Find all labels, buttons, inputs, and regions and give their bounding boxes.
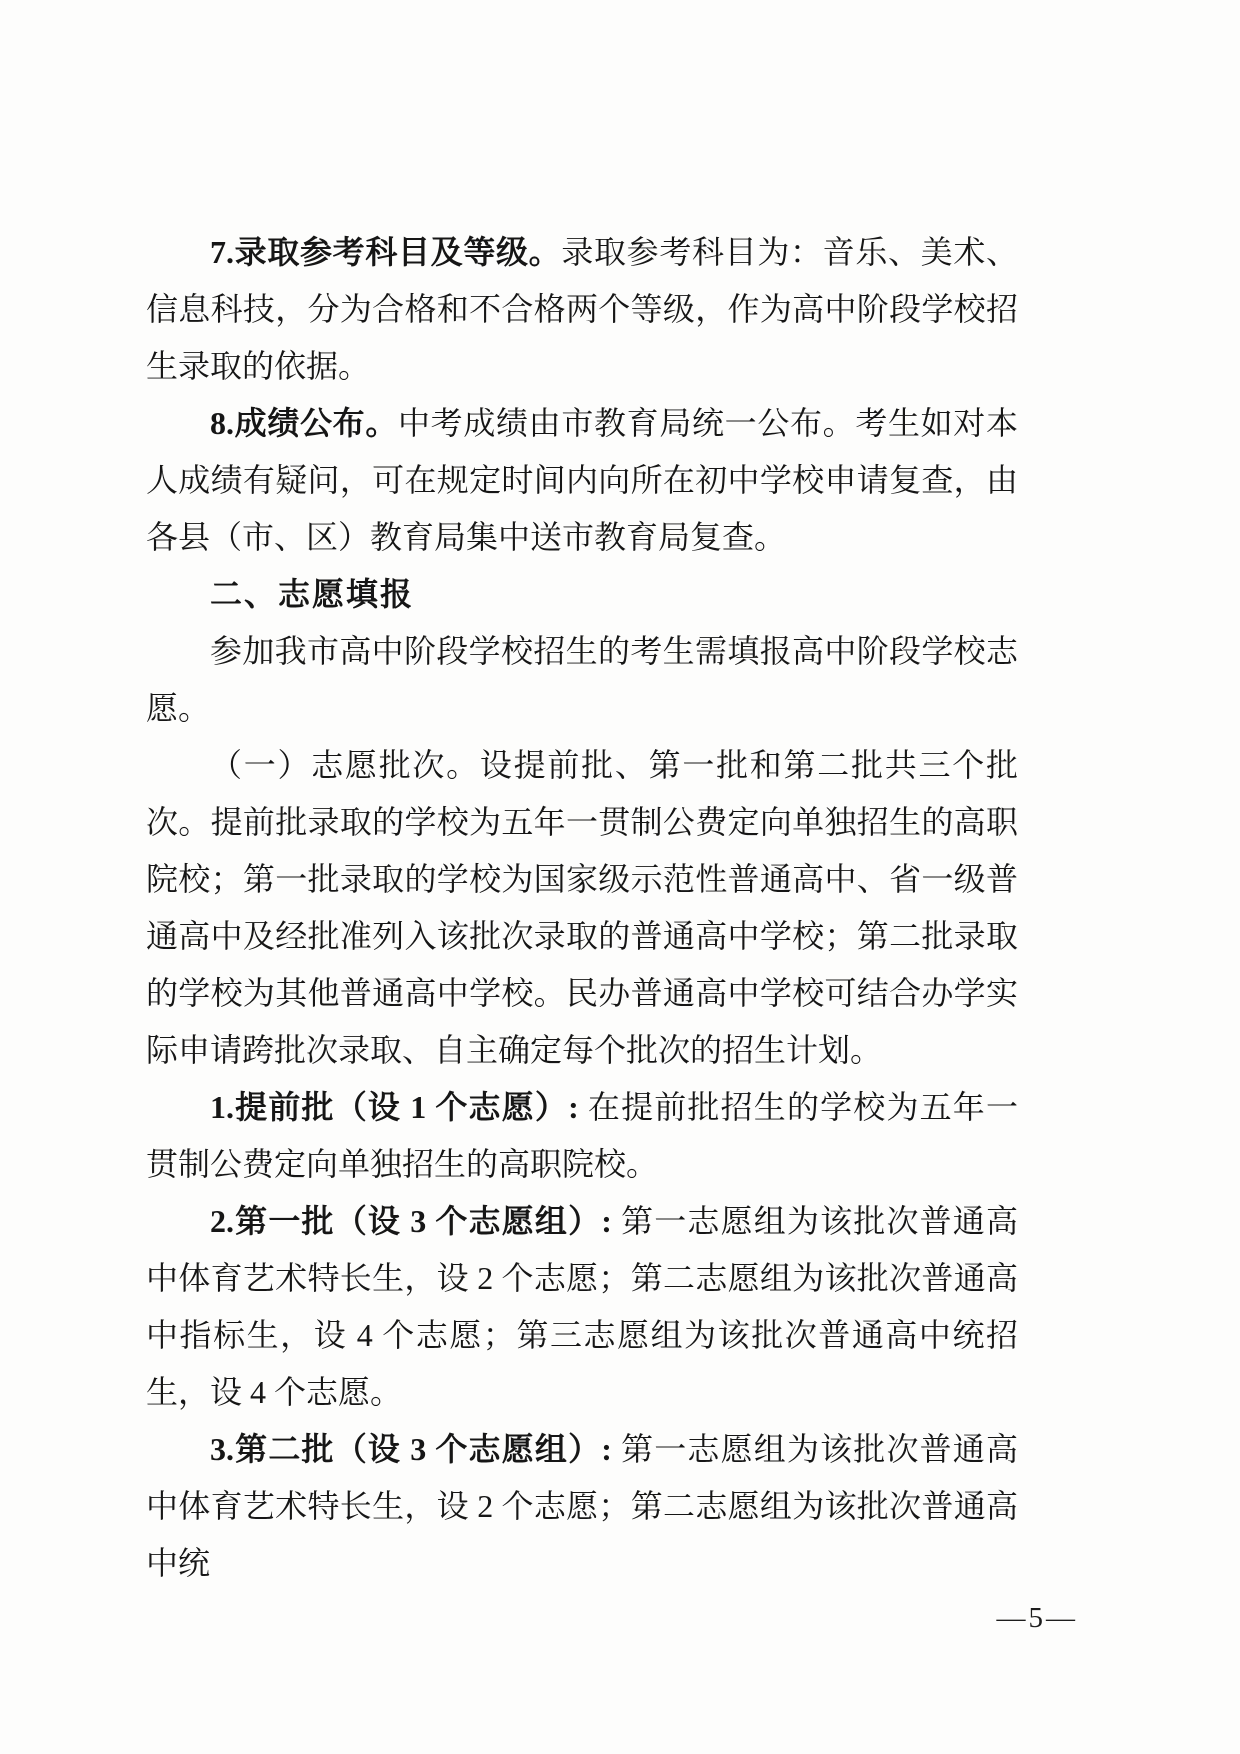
paragraph-text: 第一志愿组为该批次普通高中体育艺术特长生，设 2 个志愿；第二志愿组为该批次普通高中指标生，设 4 个志愿；第三志愿组为该批次普通高中统招生，设 4 个志愿。 — [146, 1203, 1018, 1410]
paragraph-text: 录取参考科目为：音乐、美术、信息科技，分为合格和不合格两个等级，作为高中阶段学校招生录取的依据。 — [146, 234, 1018, 384]
paragraph-lead: 3.第二批（设 3 个志愿组）: — [210, 1431, 612, 1467]
paragraph-admission-reference-subjects — [146, 224, 1018, 395]
paragraph-text: 在提前批招生的学校为五年一贯制公费定向单独招生的高职院校。 — [146, 1089, 1018, 1182]
section-heading-text: 二、志愿填报 — [210, 576, 415, 612]
paragraph-score-publication — [146, 395, 1018, 566]
paragraph-volunteer-batches — [146, 737, 1018, 1079]
paragraph-second-batch — [146, 1421, 1018, 1592]
paragraph-text: 参加我市高中阶段学校招生的考生需填报高中阶段学校志愿。 — [146, 633, 1018, 726]
paragraph-text: 中考成绩由市教育局统一公布。考生如对本人成绩有疑问，可在规定时间内向所在初中学校申请复查，由各县（市、区）教育局集中送市教育局复查。 — [146, 405, 1018, 555]
paragraph-first-batch — [146, 1193, 1018, 1421]
paragraph-text: 第一志愿组为该批次普通高中体育艺术特长生，设 2 个志愿；第二志愿组为该批次普通高中统 — [146, 1431, 1018, 1581]
paragraph-lead: （一）志愿批次。 — [210, 747, 480, 783]
paragraph-lead: 7.录取参考科目及等级。 — [210, 234, 562, 270]
document-body — [146, 224, 1018, 1592]
paragraph-lead: 8.成绩公布。 — [210, 405, 398, 441]
page-number: —5— — [996, 1602, 1078, 1634]
paragraph-volunteer-intro — [146, 623, 1018, 737]
paragraph-lead: 2.第一批（设 3 个志愿组）: — [210, 1203, 612, 1239]
paragraph-lead: 1.提前批（设 1 个志愿）: — [210, 1089, 579, 1125]
paragraph-text: 设提前批、第一批和第二批共三个批次。提前批录取的学校为五年一贯制公费定向单独招生的高职院校；第一批录取的学校为国家级示范性普通高中、省一级普通高中及经批准列入该批次录取的普通高中学校；第二批录取的学校为其他普通高中学校。民办普通高中学校可结合办学实际申请跨批次录取、自主确定每个批次的招生计划。 — [146, 747, 1018, 1068]
paragraph-advance-batch — [146, 1079, 1018, 1193]
section-heading-volunteer-filling — [146, 566, 1018, 623]
